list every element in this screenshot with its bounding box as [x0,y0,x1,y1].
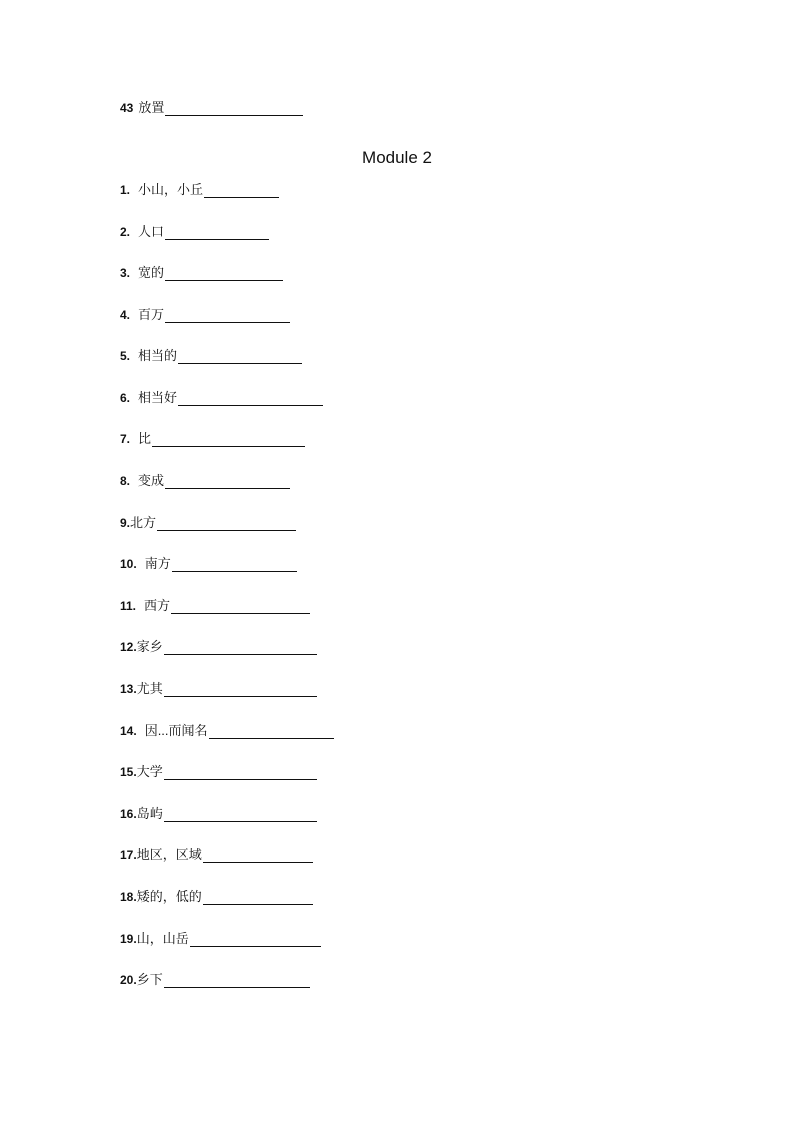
item-text: 山，山岳 [136,931,189,946]
list-item [120,764,317,780]
answer-blank[interactable] [178,349,302,364]
item-text: 北方 [130,515,157,530]
item-text: 相当的 [138,348,178,363]
list-item [120,515,296,531]
list-item [120,556,297,572]
item-text: 矮的，低的 [136,889,202,904]
item-number: 4. [120,308,131,322]
list-item [120,265,283,281]
item-text: 岛屿 [136,806,163,821]
item-text: 宽的 [138,265,165,280]
answer-blank[interactable] [157,516,296,531]
answer-blank[interactable] [165,474,290,489]
item-number: 6. [120,391,131,405]
item-number: 2. [120,225,131,239]
answer-blank[interactable] [178,391,323,406]
item-text: 家乡 [136,639,163,654]
answer-blank[interactable] [164,765,317,780]
item-number: 10. [120,557,137,571]
answer-blank[interactable] [164,640,317,655]
item-text: 小山，小丘 [138,182,204,197]
item-number: 14. [120,724,137,738]
list-item [120,723,334,739]
item-text: 人口 [138,224,165,239]
answer-blank[interactable] [165,266,283,281]
list-item [120,224,269,240]
list-item [120,889,313,905]
answer-blank[interactable] [164,973,310,988]
item-number: 15. [120,765,137,779]
list-item [120,348,302,364]
item-text: 百万 [138,307,165,322]
answer-blank[interactable] [164,682,317,697]
answer-blank[interactable] [165,308,290,323]
item-text: 因...而闻名 [144,723,208,738]
list-item [120,307,290,323]
item-number: 20. [120,973,137,987]
item-number: 1. [120,183,131,197]
answer-blank[interactable] [203,848,313,863]
item-text: 南方 [144,556,171,571]
item-text: 西方 [144,598,171,613]
item-number: 8. [120,474,131,488]
item-text: 相当好 [138,390,178,405]
item-number: 5. [120,349,131,363]
answer-blank[interactable] [204,183,279,198]
item-text: 放置 [138,100,165,115]
answer-blank[interactable] [190,932,321,947]
list-item [120,473,290,489]
list-item [120,847,313,863]
item-number: 11. [120,599,137,613]
answer-blank[interactable] [152,432,305,447]
item-number: 9. [120,516,131,530]
list-item [120,806,317,822]
item-number: 16. [120,807,137,821]
list-item [120,639,317,655]
item-text: 尤其 [136,681,163,696]
list-item [120,972,310,988]
item-number: 19. [120,932,137,946]
item-number: 18. [120,890,137,904]
item-number: 12. [120,640,137,654]
list-item [120,431,305,447]
answer-blank[interactable] [203,890,313,905]
item-43 [120,100,303,116]
item-text: 大学 [136,764,163,779]
answer-blank[interactable] [165,225,269,240]
list-item [120,182,279,198]
item-number: 17. [120,848,137,862]
item-number: 7. [120,432,131,446]
list-item [120,598,310,614]
list-item [120,931,321,947]
item-text: 比 [138,431,152,446]
item-number: 3. [120,266,131,280]
answer-blank[interactable] [164,807,317,822]
item-text: 乡下 [136,972,163,987]
answer-blank[interactable] [172,557,297,572]
item-number: 13. [120,682,137,696]
item-number: 43 [120,101,134,115]
answer-blank[interactable] [171,599,310,614]
answer-blank[interactable] [209,724,334,739]
item-text: 变成 [138,473,165,488]
answer-blank[interactable] [165,101,303,116]
item-text: 地区，区域 [136,847,202,862]
list-item [120,390,323,406]
module-title: Module 2 [362,148,432,167]
list-item [120,681,317,697]
